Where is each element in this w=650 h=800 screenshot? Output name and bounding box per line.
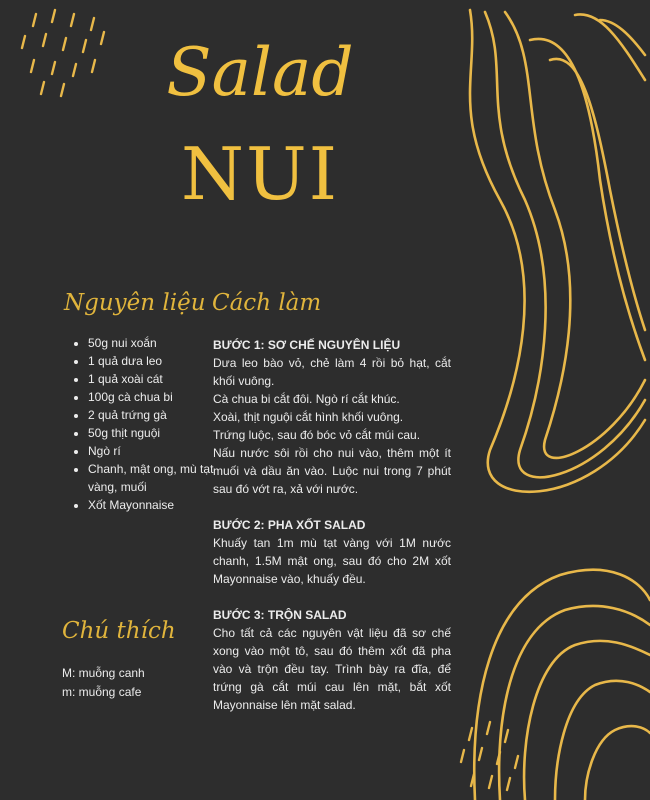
gold-wave-4 (530, 39, 645, 360)
recipe-title: Salad (166, 34, 354, 111)
method-steps (213, 336, 451, 732)
recipe-subtitle: NUI (180, 132, 340, 216)
gold-wave-9 (499, 606, 650, 800)
step-1 (213, 336, 451, 498)
gold-dash (83, 40, 86, 52)
step-line: Khuấy tan 1m mù tạt vàng với 1M nước chanh, 1.5M mật ong, sau đó cho 2M xốt Mayonnaise vào, khuấy đều. (213, 536, 451, 586)
step-3 (213, 606, 451, 714)
gold-dash (479, 748, 482, 760)
gold-dash (63, 38, 66, 50)
gold-dash (22, 36, 25, 48)
gold-wave-12 (585, 726, 650, 800)
gold-dash (33, 14, 36, 26)
gold-dash (487, 722, 490, 734)
ingredient-item: • 1 quả dưa leo (88, 352, 228, 370)
gold-wave-7 (600, 20, 645, 55)
ingredients-list (68, 334, 228, 514)
gold-dash (101, 32, 104, 44)
gold-dash (52, 62, 55, 74)
step-line: Xoài, thịt nguội cắt hình khối vuông. (213, 410, 404, 424)
gold-wave-5 (550, 59, 645, 330)
step-line: Cà chua bi cắt đôi. Ngò rí cắt khúc. (213, 392, 400, 406)
gold-dash (71, 14, 74, 26)
gold-dash (91, 18, 94, 30)
step-title: BƯỚC 1: SƠ CHẾ NGUYÊN LIỆU (213, 338, 401, 352)
gold-dash (31, 60, 34, 72)
gold-dash (92, 60, 95, 72)
step-line: Nấu nước sôi rồi cho nui vào, thêm một ít muối và dầu ăn vào. Luộc nui trong 7 phút sau đó vớt ra, xả với nước. (213, 446, 451, 496)
note-item: m: muỗng cafe (62, 685, 142, 699)
step-title: BƯỚC 2: PHA XỐT SALAD (213, 518, 366, 532)
gold-dash (43, 34, 46, 46)
step-line: Dưa leo bào vỏ, chẻ làm 4 rồi bỏ hạt, cắt khối vuông. (213, 356, 451, 388)
step-line: Cho tất cả các nguyên vật liệu đã sơ chế xong vào một tô, sau đó thêm xốt đã pha vào và trộn đều tay. Trình bày ra đĩa, để trứng gà cắt múi cau lên mặt, bắt xốt Mayonnaise lên mặt salad. (213, 626, 451, 712)
step-title: BƯỚC 3: TRỘN SALAD (213, 608, 347, 622)
step-2 (213, 516, 451, 588)
gold-dash (469, 728, 472, 740)
gold-wave-3 (505, 12, 645, 458)
notes-list (62, 664, 145, 702)
ingredient-item: • 50g thịt nguội (88, 424, 228, 442)
note-item: M: muỗng canh (62, 666, 145, 680)
gold-dash (61, 84, 64, 96)
gold-dash (461, 750, 464, 762)
gold-dash (507, 778, 510, 790)
gold-dash (41, 82, 44, 94)
ingredient-item: • Ngò rí (88, 442, 228, 460)
gold-dash (73, 64, 76, 76)
ingredient-item: • 1 quả xoài cát (88, 370, 228, 388)
ingredient-item: • Chanh, mật ong, mù tạt vàng, muối (88, 460, 228, 496)
gold-wave-8 (474, 570, 650, 800)
gold-dash (52, 10, 55, 22)
gold-dash (515, 756, 518, 768)
step-line: Trứng luộc, sau đó bóc vỏ cắt múi cau. (213, 428, 421, 442)
ingredient-item: • Xốt Mayonnaise (88, 496, 228, 514)
gold-dash (489, 776, 492, 788)
ingredients-heading: Nguyên liệu (64, 290, 206, 316)
gold-wave-6 (575, 14, 645, 80)
ingredient-item: • 50g nui xoắn (88, 334, 228, 352)
notes-heading: Chú thích (62, 618, 176, 644)
ingredient-item: • 2 quả trứng gà (88, 406, 228, 424)
gold-dash (505, 730, 508, 742)
ingredient-item: • 100g cà chua bi (88, 388, 228, 406)
method-heading: Cách làm (212, 290, 322, 316)
